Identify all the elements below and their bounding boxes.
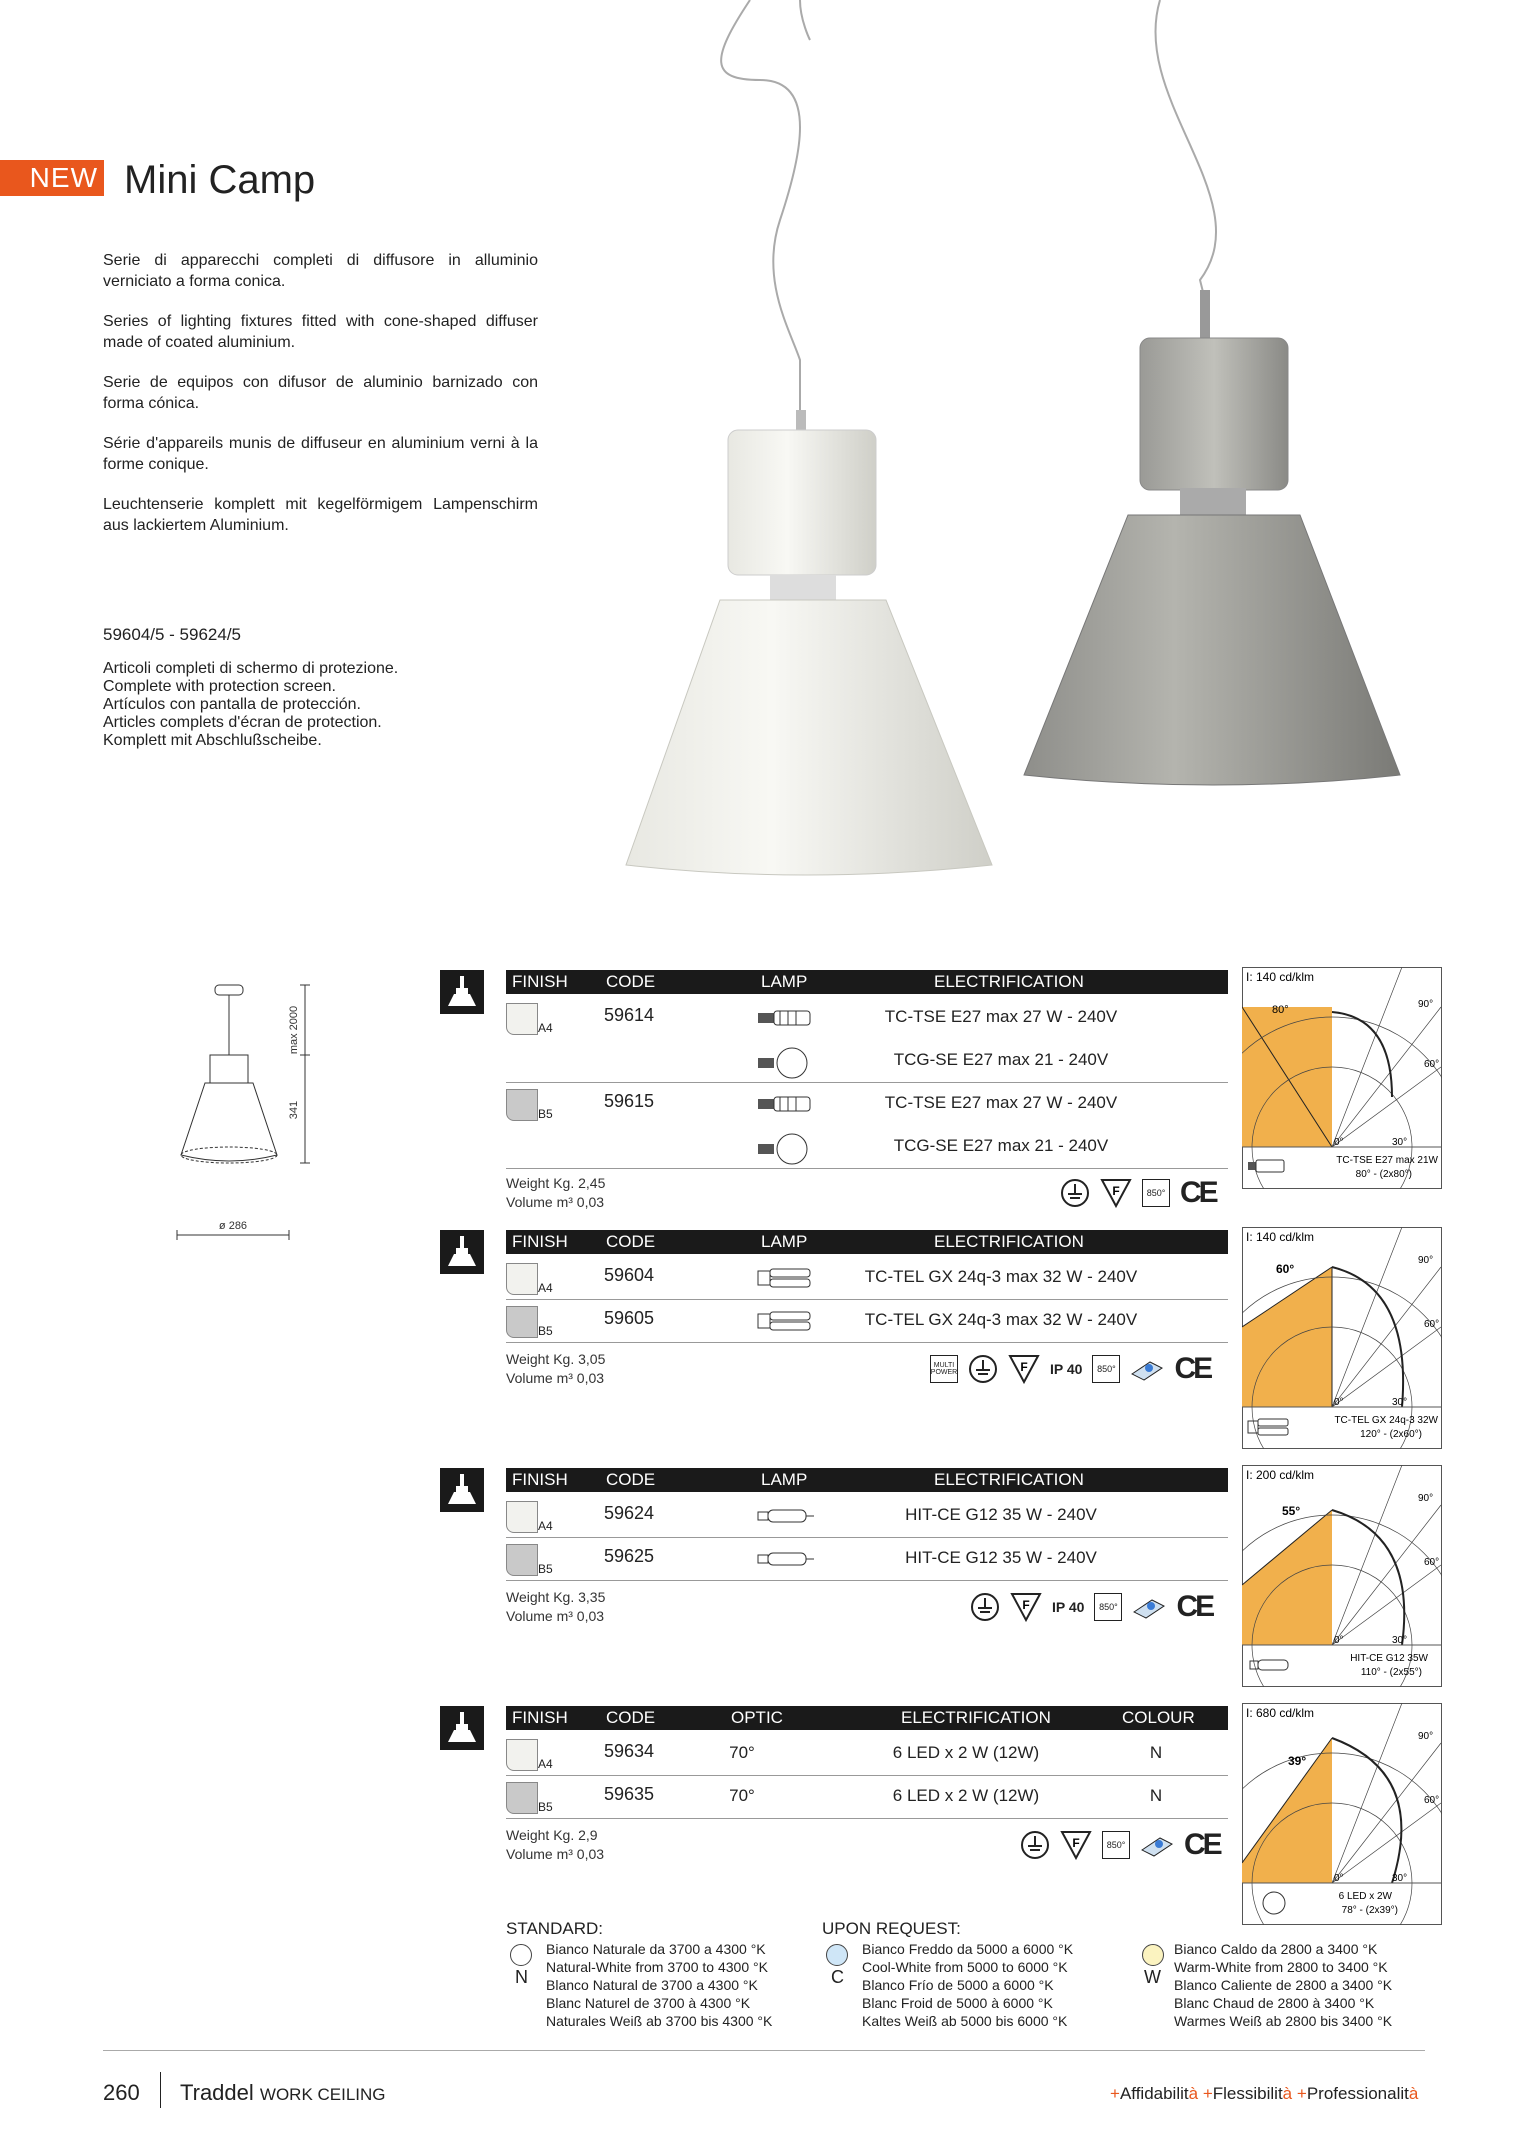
table-row <box>506 1257 1228 1300</box>
class-f-label: F <box>1020 1360 1028 1374</box>
polar-beam-angle: 55° <box>1282 1504 1301 1518</box>
certification-icons <box>970 1590 1212 1624</box>
product-code: 59625 <box>604 1546 655 1566</box>
temperature-850-icon: 850° <box>1142 1179 1170 1207</box>
temperature-850-icon: 850° <box>1094 1593 1122 1621</box>
note-es: Artículos con pantalla de protección. <box>103 696 361 713</box>
polar-0-label: 0° <box>1334 1873 1344 1884</box>
polar-30-label: 30° <box>1392 1635 1408 1646</box>
hit-ce-lamp-icon <box>756 1544 816 1574</box>
slogan-accent: à <box>1408 2084 1419 2103</box>
pendant-mount-icon <box>440 1468 484 1512</box>
earth-class-icon <box>1020 1830 1050 1860</box>
product-photo <box>560 0 1440 930</box>
polar-lamp-label: TC-TEL GX 24q-3 32W <box>1334 1415 1438 1426</box>
finish-label: A4 <box>538 1021 553 1035</box>
earth-class-icon <box>1060 1178 1090 1208</box>
finish-label: B5 <box>538 1324 553 1338</box>
finish-label: A4 <box>538 1519 553 1533</box>
warm-white-swatch <box>1142 1944 1164 1966</box>
optic: 70° <box>729 1786 755 1805</box>
weight-volume <box>506 1826 604 1864</box>
standard-legend <box>506 1919 773 2029</box>
polar-diagram <box>1242 1227 1442 1449</box>
polar-beam-angle: 39° <box>1288 1754 1307 1768</box>
polar-beam-label: 120° - (2x60°) <box>1360 1429 1422 1440</box>
page-title: Mini Camp <box>124 158 316 202</box>
hit-ce-lamp-icon <box>756 1501 816 1531</box>
class-f-label: F <box>1022 1598 1030 1612</box>
product-block-1 <box>440 970 1440 1210</box>
volume: Volume m³ 0,03 <box>506 1608 605 1624</box>
temperature-850-icon: 850° <box>1102 1831 1130 1859</box>
intro-es: Serie de equipos con difusor de aluminio barnizado con forma cónica. <box>103 374 538 412</box>
polar-60-label: 60° <box>1424 1059 1440 1070</box>
table-header <box>506 1230 1228 1254</box>
footer-separator <box>160 2072 161 2108</box>
electrification: TC-TEL GX 24q-3 max 32 W - 240V <box>864 1310 1138 1329</box>
polar-90-label: 90° <box>1418 999 1434 1010</box>
product-block-3 <box>440 1468 1440 1678</box>
finish-label: A4 <box>538 1281 553 1295</box>
electrification: TCG-SE E27 max 21 - 240V <box>893 1136 1109 1155</box>
pendant-mount-icon <box>440 1706 484 1750</box>
finish-swatch-b5 <box>506 1544 538 1576</box>
table-row <box>506 1126 1228 1169</box>
page-number: 260 <box>103 2080 140 2105</box>
n-line: Naturales Weiß ab 3700 bis 4300 °K <box>546 2013 773 2029</box>
col-optic: OPTIC <box>731 1708 783 1727</box>
slogan-word: Affidabilit <box>1119 2084 1189 2103</box>
weight-volume <box>506 1588 605 1626</box>
electrification: HIT-CE G12 35 W - 240V <box>905 1548 1097 1567</box>
finish-swatch-a4 <box>506 1003 538 1035</box>
codes-heading: 59604/5 - 59624/5 <box>103 625 242 644</box>
electrification: 6 LED x 2 W (12W) <box>892 1786 1040 1805</box>
polar-diagram <box>1242 1703 1442 1925</box>
note-it: Articoli completi di schermo di protezione. <box>103 660 399 677</box>
warm-white-lines <box>1174 1940 1392 2030</box>
slogan-word: Flessibilit <box>1212 2084 1283 2103</box>
product-block-4 <box>440 1706 1440 1916</box>
finish-label: B5 <box>538 1107 553 1121</box>
pendant-mount-icon <box>440 1230 484 1274</box>
ce-mark-icon: CE <box>1180 1176 1216 1209</box>
intro-it: Serie di apparecchi completi di diffusore in alluminio verniciato a forma conica. <box>103 252 538 290</box>
table-row <box>506 1300 1228 1343</box>
polar-beam-label: 78° - (2x39°) <box>1341 1905 1398 1916</box>
intro-fr: Série d'appareils munis de diffuseur en aluminium verni à la forme conique. <box>103 435 538 473</box>
electrification: TC-TSE E27 max 27 W - 240V <box>884 1093 1118 1112</box>
table-header <box>506 970 1228 994</box>
polar-60-label: 60° <box>1424 1795 1440 1806</box>
class-f-icon <box>1060 1830 1092 1860</box>
standard-title: STANDARD: <box>506 1919 603 1938</box>
finish-swatch-b5 <box>506 1782 538 1814</box>
volume: Volume m³ 0,03 <box>506 1846 605 1862</box>
n-line: Blanc Naturel de 3700 à 4300 °K <box>546 1995 751 2011</box>
col-finish: FINISH <box>512 972 568 991</box>
table-row <box>506 1083 1228 1126</box>
polar-beam-angle: 80° <box>1272 1004 1289 1016</box>
polar-0-label: 0° <box>1334 1397 1344 1408</box>
col-electrification: ELECTRIFICATION <box>934 972 1084 991</box>
class-f-icon <box>1100 1178 1132 1208</box>
col-finish: FINISH <box>512 1232 568 1251</box>
c-line: Kaltes Weiß ab 5000 bis 6000 °K <box>862 2013 1068 2029</box>
c-letter: C <box>831 1967 844 1987</box>
col-code: CODE <box>606 1708 656 1727</box>
footer-slogan <box>1110 2084 1418 2104</box>
volume: Volume m³ 0,03 <box>506 1370 605 1386</box>
earth-class-icon <box>970 1592 1000 1622</box>
ce-mark-icon: CE <box>1174 1352 1211 1385</box>
section-name: WORK CEILING <box>259 2085 386 2104</box>
intro-en: Series of lighting fixtures fitted with cone-shaped diffuser made of coated aluminium. <box>103 313 538 351</box>
class-f-label: F <box>1072 1836 1080 1850</box>
product-code: 59604 <box>604 1265 655 1285</box>
polar-60-label: 60° <box>1424 1557 1440 1568</box>
certification-icons <box>1020 1828 1220 1862</box>
drawing-diameter: ø 286 <box>218 1220 248 1232</box>
tc-tse-lamp-icon <box>756 1089 816 1119</box>
note-en: Complete with protection screen. <box>103 678 336 695</box>
polar-diagram <box>1242 967 1442 1189</box>
class-f-label: F <box>1112 1184 1120 1198</box>
optic: 70° <box>729 1743 755 1762</box>
product-code: 59624 <box>604 1503 655 1523</box>
finish-swatch-a4 <box>506 1739 538 1771</box>
ip-rating: IP 40 <box>1052 1599 1085 1615</box>
polar-beam-angle: 60° <box>1276 1262 1295 1276</box>
finish-swatch-b5 <box>506 1306 538 1338</box>
product-code: 59635 <box>604 1784 655 1804</box>
polar-30-label: 30° <box>1392 1137 1408 1148</box>
polar-90-label: 90° <box>1418 1255 1434 1266</box>
slogan-plus: + <box>1296 2084 1307 2103</box>
table-header <box>506 1468 1228 1492</box>
electrification: TCG-SE E27 max 21 - 240V <box>893 1050 1109 1069</box>
col-lamp: LAMP <box>761 1470 808 1489</box>
ip-rating: IP 40 <box>1050 1361 1083 1377</box>
n-line: Bianco Naturale da 3700 a 4300 °K <box>546 1941 766 1957</box>
multi-power-icon: MULTI POWER <box>930 1355 958 1383</box>
product-code: 59614 <box>604 1005 655 1025</box>
finish-label: B5 <box>538 1800 553 1814</box>
col-lamp: LAMP <box>761 972 808 991</box>
col-finish: FINISH <box>512 1470 568 1489</box>
ce-mark-icon: CE <box>1176 1590 1213 1623</box>
weight-volume <box>506 1350 605 1388</box>
polar-lamp-label: HIT-CE G12 35W <box>1350 1653 1428 1664</box>
c-line: Blanc Froid de 5000 à 6000 °K <box>862 1995 1053 2011</box>
pendant-mount-icon <box>440 970 484 1014</box>
polar-beam-label: 80° - (2x80°) <box>1355 1169 1412 1180</box>
weight: Weight Kg. 3,35 <box>506 1589 606 1605</box>
note-de: Komplett mit Abschlußscheibe. <box>103 732 322 749</box>
request-legend <box>822 1919 1074 2029</box>
weight: Weight Kg. 2,9 <box>506 1827 598 1843</box>
col-code: CODE <box>606 972 656 991</box>
protection-notes <box>103 660 398 750</box>
polar-30-label: 30° <box>1392 1873 1408 1884</box>
polar-intensity: I: 200 cd/klm <box>1246 1468 1315 1482</box>
n-line: Natural-White from 3700 to 4300 °K <box>546 1959 768 1975</box>
certification-icons <box>1060 1176 1216 1210</box>
new-badge: NEW <box>0 160 104 196</box>
table-row <box>506 1495 1228 1538</box>
polar-intensity: I: 680 cd/klm <box>1246 1706 1315 1720</box>
intro-de: Leuchtenserie komplett mit kegelförmigem Lampenschirm aus lackiertem Aluminium. <box>103 496 538 534</box>
table-header <box>506 1706 1228 1730</box>
natural-white-lines <box>546 1940 772 2030</box>
drawing-height: 341 <box>288 1100 300 1120</box>
brand-name: Traddel <box>180 2080 254 2105</box>
colour: N <box>1149 1743 1163 1762</box>
slogan-word: Professionalit <box>1306 2084 1409 2103</box>
cool-white-swatch <box>826 1944 848 1966</box>
dimmable-icon <box>1140 1832 1174 1858</box>
ce-mark-icon: CE <box>1184 1828 1220 1861</box>
technical-drawing <box>165 975 345 1245</box>
finish-swatch-a4 <box>506 1263 538 1295</box>
weight: Weight Kg. 3,05 <box>506 1351 606 1367</box>
col-electrification: ELECTRIFICATION <box>901 1708 1051 1727</box>
polar-0-label: 0° <box>1334 1137 1344 1148</box>
polar-lamp-label: 6 LED x 2W <box>1338 1891 1392 1902</box>
finish-label: B5 <box>538 1562 553 1576</box>
w-line: Warm-White from 2800 to 3400 °K <box>1174 1959 1388 1975</box>
cool-white-lines <box>862 1940 1073 2030</box>
polar-90-label: 90° <box>1418 1731 1434 1742</box>
w-line: Bianco Caldo da 2800 a 3400 °K <box>1174 1941 1378 1957</box>
c-line: Blanco Frío de 5000 a 6000 °K <box>862 1977 1054 1993</box>
slogan-plus: + <box>1110 2084 1120 2103</box>
drawing-max-height: max 2000 <box>288 1005 300 1055</box>
polar-beam-label: 110° - (2x55°) <box>1360 1667 1422 1678</box>
slogan-accent: à <box>1188 2084 1199 2103</box>
tc-tel-lamp-icon <box>756 1263 816 1293</box>
polar-intensity: I: 140 cd/klm <box>1246 970 1315 984</box>
col-code: CODE <box>606 1232 656 1251</box>
finish-swatch-b5 <box>506 1089 538 1121</box>
table-row <box>506 1040 1228 1083</box>
natural-white-swatch <box>510 1944 532 1966</box>
n-letter: N <box>515 1967 528 1987</box>
col-lamp: LAMP <box>761 1232 808 1251</box>
tcg-se-globe-lamp-icon <box>756 1046 816 1080</box>
w-line: Warmes Weiß ab 2800 bis 3400 °K <box>1174 2013 1393 2029</box>
finish-swatch-a4 <box>506 1501 538 1533</box>
table-row <box>506 1733 1228 1776</box>
table-row <box>506 997 1228 1040</box>
weight-volume <box>506 1174 605 1212</box>
slogan-accent: à <box>1282 2084 1293 2103</box>
col-electrification: ELECTRIFICATION <box>934 1470 1084 1489</box>
finish-label: A4 <box>538 1757 553 1771</box>
certification-icons <box>930 1352 1210 1386</box>
electrification: HIT-CE G12 35 W - 240V <box>905 1505 1097 1524</box>
temperature-850-icon: 850° <box>1092 1355 1120 1383</box>
request-title: UPON REQUEST: <box>822 1919 961 1938</box>
electrification: TC-TEL GX 24q-3 max 32 W - 240V <box>864 1267 1138 1286</box>
polar-lamp-label: TC-TSE E27 max 21W <box>1336 1155 1438 1166</box>
colour: N <box>1149 1786 1163 1805</box>
footer-divider <box>103 2050 1425 2051</box>
w-letter: W <box>1144 1967 1161 1987</box>
electrification: 6 LED x 2 W (12W) <box>892 1743 1040 1762</box>
c-line: Cool-White from 5000 to 6000 °K <box>862 1959 1068 1975</box>
dimmable-icon <box>1130 1356 1164 1382</box>
polar-intensity: I: 140 cd/klm <box>1246 1230 1315 1244</box>
n-line: Blanco Natural de 3700 a 4300 °K <box>546 1977 758 1993</box>
volume: Volume m³ 0,03 <box>506 1194 605 1210</box>
product-code: 59634 <box>604 1741 655 1761</box>
w-line: Blanco Caliente de 2800 a 3400 °K <box>1174 1977 1393 1993</box>
intro-text <box>103 250 538 555</box>
product-code: 59605 <box>604 1308 655 1328</box>
tc-tse-lamp-icon <box>756 1003 816 1033</box>
polar-60-label: 60° <box>1424 1319 1440 1330</box>
col-finish: FINISH <box>512 1708 568 1727</box>
w-line: Blanc Chaud de 2800 à 3400 °K <box>1174 1995 1375 2011</box>
slogan-plus: + <box>1202 2084 1213 2103</box>
col-electrification: ELECTRIFICATION <box>934 1232 1084 1251</box>
product-code: 59615 <box>604 1091 655 1111</box>
col-code: CODE <box>606 1470 656 1489</box>
polar-30-label: 30° <box>1392 1397 1408 1408</box>
polar-diagram <box>1242 1465 1442 1687</box>
polar-90-label: 90° <box>1418 1493 1434 1504</box>
table-row <box>506 1538 1228 1581</box>
earth-class-icon <box>968 1354 998 1384</box>
class-f-icon <box>1010 1592 1042 1622</box>
table-row <box>506 1776 1228 1819</box>
c-line: Bianco Freddo da 5000 a 6000 °K <box>862 1941 1074 1957</box>
product-block-2 <box>440 1230 1440 1440</box>
note-fr: Articles complets d'écran de protection. <box>103 714 382 731</box>
dimmable-icon <box>1132 1594 1166 1620</box>
tcg-se-globe-lamp-icon <box>756 1132 816 1166</box>
weight: Weight Kg. 2,45 <box>506 1175 606 1191</box>
electrification: TC-TSE E27 max 27 W - 240V <box>884 1007 1118 1026</box>
class-f-icon <box>1008 1354 1040 1384</box>
col-colour: COLOUR <box>1122 1708 1195 1727</box>
tc-tel-lamp-icon <box>756 1306 816 1336</box>
polar-0-label: 0° <box>1334 1635 1344 1646</box>
footer-brand <box>180 2080 386 2106</box>
